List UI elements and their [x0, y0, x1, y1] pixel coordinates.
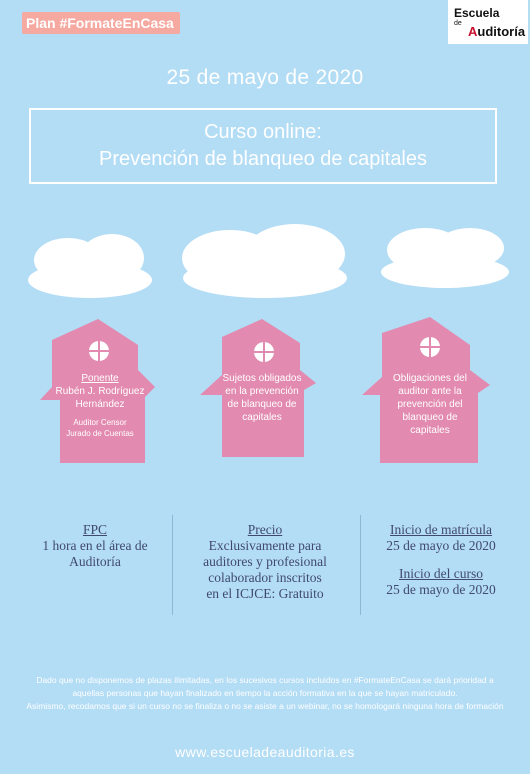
price-section: Precio Exclusivamente para auditores y profesional colaborador inscritos en el ICJCE: Gratuito [180, 522, 350, 602]
price-title: Precio [247, 522, 283, 537]
website-link[interactable]: www.escueladeauditoria.es [175, 744, 355, 760]
logo-line2: de [454, 20, 462, 27]
course-title-box [29, 108, 497, 184]
notice-text: Dado que no disponemos de plazas ilimitadas, en los sucesivos cursos incluidos en #FormateEnCasa se dará prioridad a aquellas personas que hayan finalizado en tiempo la acción formativa en la que se hayan matriculado. Asimismo, recodamos que si un curso no se finaliza o no se asiste a un webinar, no se homologará ninguna hora de formación [26, 675, 504, 711]
course-title-line1: Curso online: [204, 121, 322, 143]
house-1-text: Ponente Rubén J. Rodríguez Hernández Auditor Censor Jurado de Cuentas [55, 373, 145, 438]
logo[interactable] [448, 0, 528, 44]
dates-section: Inicio de matrícula 25 de mayo de 2020 Inicio del curso 25 de mayo de 2020 [366, 522, 516, 598]
logo-line3: Auditoría [468, 24, 526, 39]
house-3-text: Obligaciones del auditor ante la prevención del blanqueo de capitales [393, 373, 467, 436]
event-date: 25 de mayo de 2020 [166, 66, 364, 89]
enroll-title: Inicio de matrícula [390, 522, 492, 537]
course-title-line2: Prevención de blanqueo de capitales [98, 148, 428, 170]
start-title: Inicio del curso [399, 566, 483, 581]
fpc-section: FPC 1 hora en el área de Auditoría [20, 522, 170, 570]
fpc-title: FPC [82, 522, 108, 537]
logo-line1: Escuela [454, 6, 500, 20]
plan-badge: Plan #FormateEnCasa [22, 12, 180, 34]
divider [172, 515, 173, 615]
house-2-text: Sujetos obligados en la prevención de blanqueo de capitales [222, 373, 302, 423]
divider [360, 515, 361, 615]
clouds-illustration [0, 220, 530, 310]
